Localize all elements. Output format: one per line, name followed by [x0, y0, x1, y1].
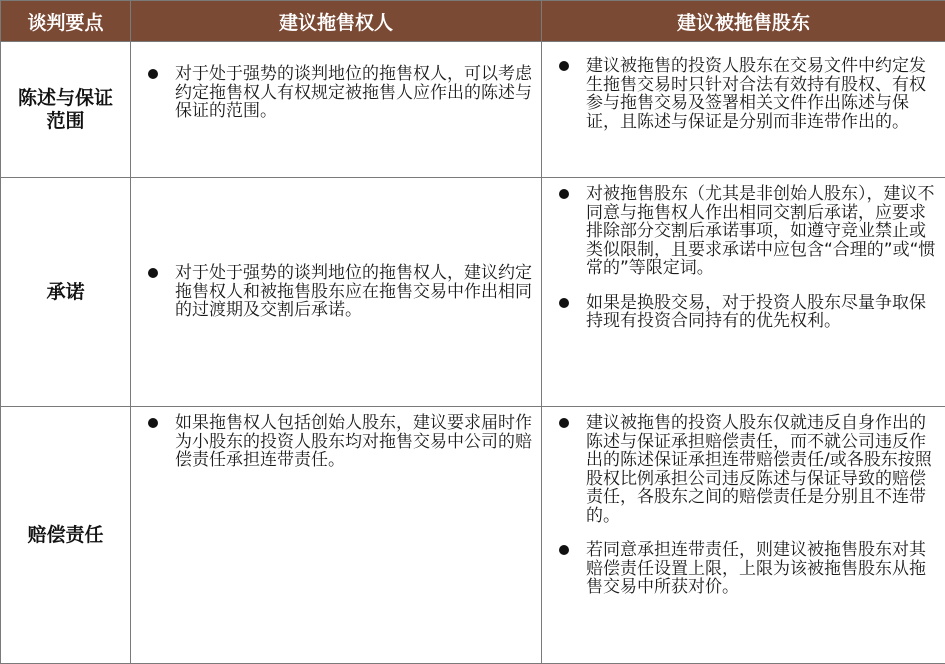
- header-row: [1, 1, 945, 42]
- list-item: 对被拖售股东（尤其是非创始人股东），建议不同意与拖售权人作出相同交割后承诺，应要求排除部分交割后承诺事项，如遵守竞业禁止或类似限制，且要求承诺中应包含“合理的”或“惯常的”等限定词。: [542, 185, 945, 278]
- list-item: 建议被拖售的投资人股东仅就违反自身作出的陈述与保证承担赔偿责任，而不就公司违反作出的陈述保证承担连带赔偿责任/或各股东按照股权比例承担公司违反陈述与保证导致的赔偿责任，各股东之间的赔偿责任是分别且不连带的。: [542, 414, 945, 525]
- bullet-icon: [559, 189, 569, 199]
- cell-covenants-holder: [131, 178, 542, 407]
- header-dragged-shareholder: 建议被拖售股东: [542, 1, 945, 42]
- row-key-indemnification: [1, 407, 131, 664]
- bullet-icon: [148, 69, 158, 79]
- row-key-representations: [1, 42, 131, 178]
- bullet-icon: [148, 268, 158, 278]
- row-key-label: 陈述与保证范围: [16, 87, 116, 133]
- cell-indemnification-holder: [131, 407, 542, 664]
- row-key-label: 承诺: [46, 281, 84, 303]
- cell-representations-holder: [131, 42, 542, 178]
- row-key-covenants: [1, 178, 131, 407]
- cell-representations-shareholder: [542, 42, 945, 178]
- list-item: 如果是换股交易，对于投资人股东尽量争取保持现有投资合同持有的优先权利。: [542, 294, 945, 331]
- bullet-icon: [148, 418, 158, 428]
- bullet-icon: [559, 545, 569, 555]
- header-negotiation-point: 谈判要点: [1, 1, 131, 42]
- bullet-icon: [559, 418, 569, 428]
- row-key-label: 赔偿责任: [27, 524, 103, 546]
- table-row-covenants: [1, 178, 945, 407]
- table-row-indemnification: [1, 407, 945, 664]
- cell-indemnification-shareholder: [542, 407, 945, 664]
- bullet-icon: [559, 61, 569, 71]
- list-item: 对于处于强势的谈判地位的拖售权人，可以考虑约定拖售权人有权规定被拖售人应作出的陈述与保证的范围。: [131, 65, 541, 121]
- list-item: 如果拖售权人包括创始人股东，建议要求届时作为小股东的投资人股东均对拖售交易中公司的赔偿责任承担连带责任。: [131, 414, 541, 470]
- bullet-icon: [559, 298, 569, 308]
- header-drag-holder: 建议拖售权人: [131, 1, 542, 42]
- table-row-representations: [1, 42, 945, 178]
- list-item: 若同意承担连带责任，则建议被拖售股东对其赔偿责任设置上限，上限为该被拖售股东从拖售交易中所获对价。: [542, 541, 945, 597]
- cell-covenants-shareholder: [542, 178, 945, 407]
- list-item: 对于处于强势的谈判地位的拖售权人，建议约定拖售权人和被拖售股东应在拖售交易中作出相同的过渡期及交割后承诺。: [131, 264, 541, 320]
- list-item: 建议被拖售的投资人股东在交易文件中约定发生拖售交易时只针对合法有效持有股权、有权参与拖售交易及签署相关文件作出陈述与保证，且陈述与保证是分别而非连带作出的。: [542, 57, 945, 131]
